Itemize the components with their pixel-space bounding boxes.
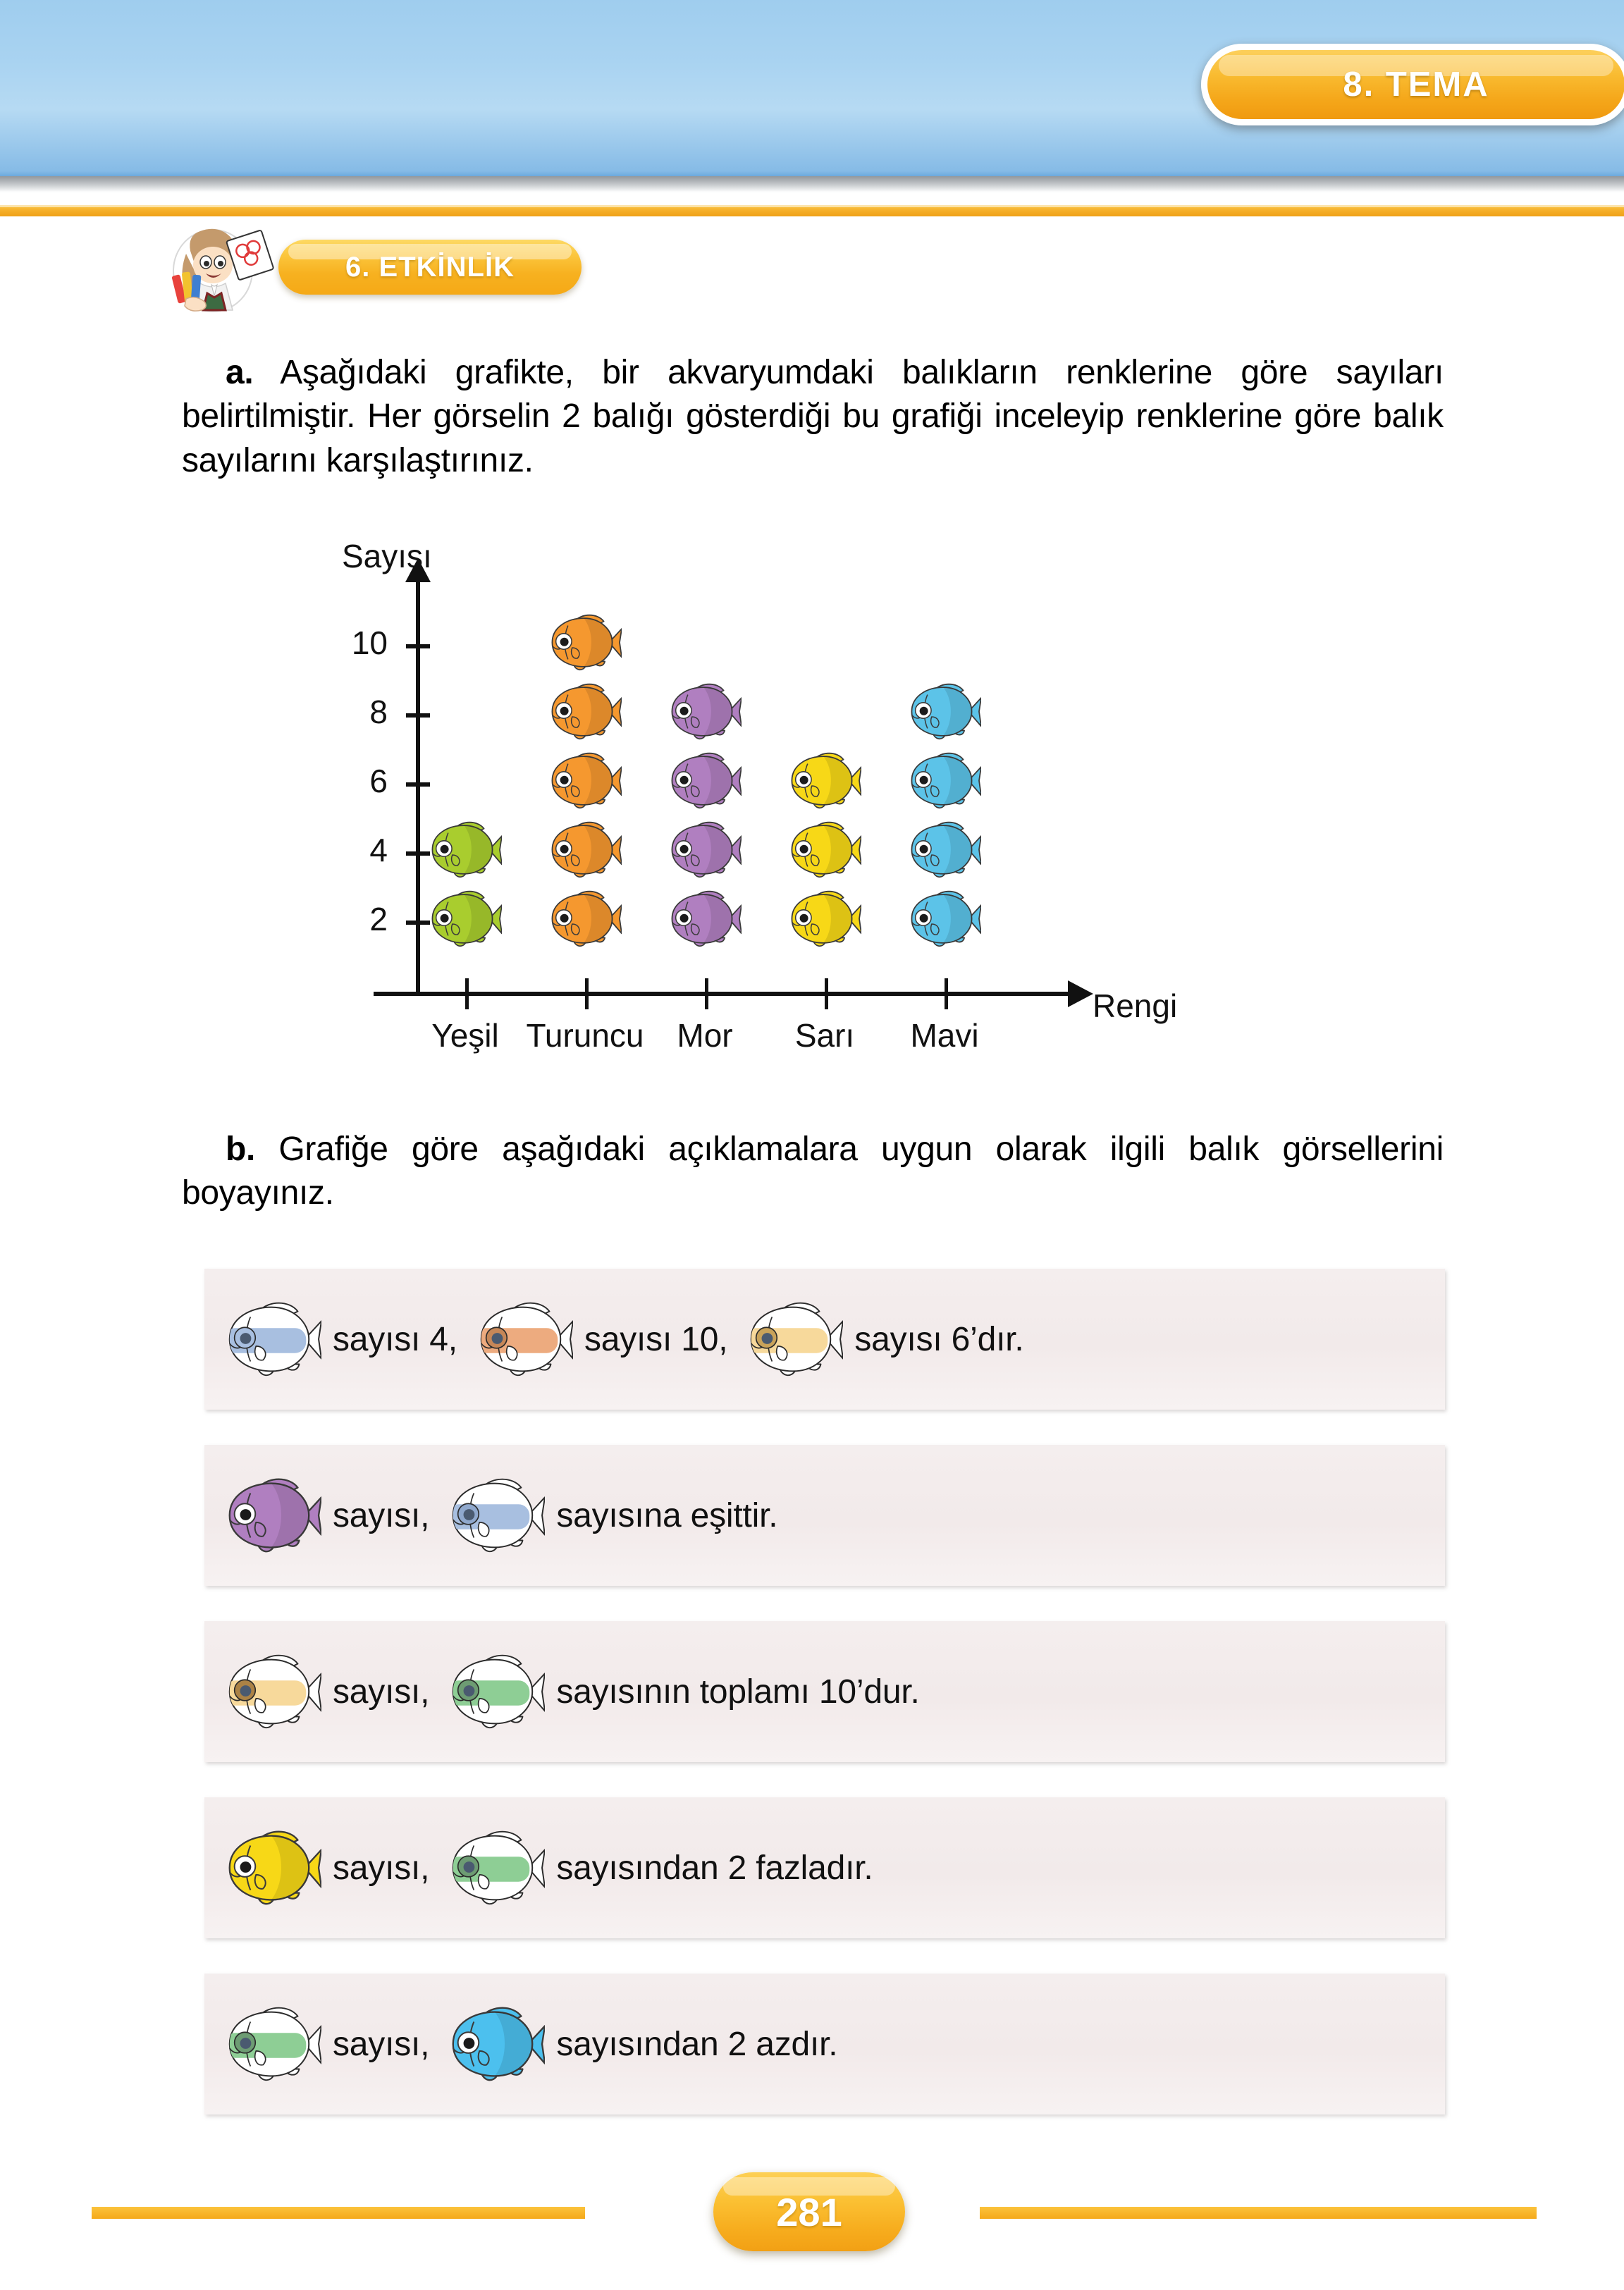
fish-icon <box>217 1300 321 1379</box>
x-axis-title: Rengi <box>1093 987 1178 1024</box>
fish-icon <box>441 2005 545 2083</box>
fish-icon <box>469 1300 573 1379</box>
x-tick-label-mavi: Mavi <box>910 1017 979 1054</box>
x-tick-label-mor: Mor <box>677 1017 733 1054</box>
activity-badge-label: 6. ETKİNLİK <box>345 251 515 283</box>
colorable-fish-5-3[interactable] <box>441 2005 545 2083</box>
x-tick-label-turuncu: Turuncu <box>526 1017 644 1054</box>
statement-text: sayısı 4, <box>333 1320 457 1358</box>
statement-content <box>204 1476 789 1555</box>
statement-text: sayısından 2 fazladır. <box>556 1849 873 1887</box>
y-tick-label-8: 8 <box>369 694 388 730</box>
paragraph-b-text: Grafiğe göre aşağıdaki açıklamalara uygun olarak ilgili balık görsellerini boyayınız. <box>182 1131 1444 1212</box>
statement-text: sayısının toplamı 10’dur. <box>556 1673 920 1711</box>
statement-content <box>204 1828 885 1907</box>
colorable-fish-3-1[interactable] <box>217 1652 321 1731</box>
colorable-fish-1-1[interactable] <box>217 1300 321 1379</box>
fish-icon-mavi <box>902 889 981 949</box>
colorable-fish-4-1[interactable] <box>217 1828 321 1907</box>
statement-content <box>204 2005 849 2083</box>
theme-badge-label: 8. TEMA <box>1343 66 1489 104</box>
page-number: 281 <box>776 2189 842 2234</box>
fish-icon-mavi <box>902 751 981 811</box>
statement-box-5[interactable] <box>204 1974 1445 2114</box>
theme-badge <box>1201 44 1624 125</box>
activity-header <box>162 226 656 310</box>
statement-box-1[interactable] <box>204 1269 1445 1410</box>
statement-text: sayısından 2 azdır. <box>556 2025 838 2063</box>
statement-content <box>204 1300 1035 1379</box>
colorable-fish-2-1[interactable] <box>217 1476 321 1555</box>
paragraph-b <box>182 1128 1444 1216</box>
fish-icon-mavi <box>902 820 981 880</box>
y-tick-label-2: 2 <box>369 901 388 937</box>
fish-icon <box>441 1652 545 1731</box>
y-tick-label-10: 10 <box>351 624 388 661</box>
fish-icon-mavi <box>902 682 981 741</box>
colorable-fish-1-5[interactable] <box>739 1300 843 1379</box>
statement-box-3[interactable] <box>204 1621 1445 1762</box>
fish-icon <box>217 1652 321 1731</box>
fish-icon <box>217 1828 321 1907</box>
footer-rule-left <box>92 2207 585 2219</box>
statement-content <box>204 1652 931 1731</box>
fish-column-mavi <box>303 543 1325 1100</box>
fish-icon-mavi-2 <box>902 889 981 949</box>
colorable-fish-1-3[interactable] <box>469 1300 573 1379</box>
fish-pictogram-chart <box>303 538 1325 1100</box>
activity-badge <box>278 240 582 295</box>
paragraph-a-text: Aşağıdaki grafikte, bir akvaryumdaki balıkların renklerine göre sayıları belirtilmiştir. Her görselin 2 balığı gösterdiği bu grafiği inceleyip renklerine göre balık sayılarını karşılaştırınız. <box>182 354 1444 479</box>
paragraph-a <box>182 351 1444 483</box>
fish-icon <box>739 1300 843 1379</box>
fish-icon-mavi-6 <box>902 751 981 811</box>
colorable-fish-3-3[interactable] <box>441 1652 545 1731</box>
statement-text: sayısı, <box>333 1673 430 1711</box>
x-tick-label-sarı: Sarı <box>794 1017 855 1054</box>
banner-rule-wrap <box>0 202 1624 221</box>
colorable-fish-2-3[interactable] <box>441 1476 545 1555</box>
page-number-badge <box>713 2172 905 2251</box>
fish-icon <box>217 2005 321 2083</box>
student-mascot-icon <box>162 226 293 314</box>
colorable-fish-4-3[interactable] <box>441 1828 545 1907</box>
footer-rule-right <box>980 2207 1537 2219</box>
statement-text: sayısı, <box>333 1849 430 1887</box>
fish-icon-mavi-4 <box>902 820 981 880</box>
statement-text: sayısı 6’dır. <box>854 1320 1024 1358</box>
statement-box-4[interactable] <box>204 1797 1445 1938</box>
fish-icon <box>217 1476 321 1555</box>
fish-icon-mavi-8 <box>902 682 981 741</box>
fish-icon <box>441 1828 545 1907</box>
statement-text: sayısına eşittir. <box>556 1496 778 1534</box>
y-axis-title: Sayısı <box>342 538 432 574</box>
paragraph-b-lead: b. <box>226 1131 256 1168</box>
paragraph-a-lead: a. <box>226 354 254 391</box>
fish-icon <box>441 1476 545 1555</box>
banner-rule-highlight <box>0 204 1624 207</box>
statement-box-2[interactable] <box>204 1445 1445 1586</box>
banner-shadow <box>0 176 1624 192</box>
x-tick-label-yeşil: Yeşil <box>431 1017 499 1054</box>
y-tick-label-4: 4 <box>369 832 388 868</box>
statement-text: sayısı, <box>333 2025 430 2063</box>
y-tick-label-6: 6 <box>369 763 388 799</box>
statement-text: sayısı, <box>333 1496 430 1534</box>
statement-text: sayısı 10, <box>584 1320 728 1358</box>
colorable-fish-5-1[interactable] <box>217 2005 321 2083</box>
